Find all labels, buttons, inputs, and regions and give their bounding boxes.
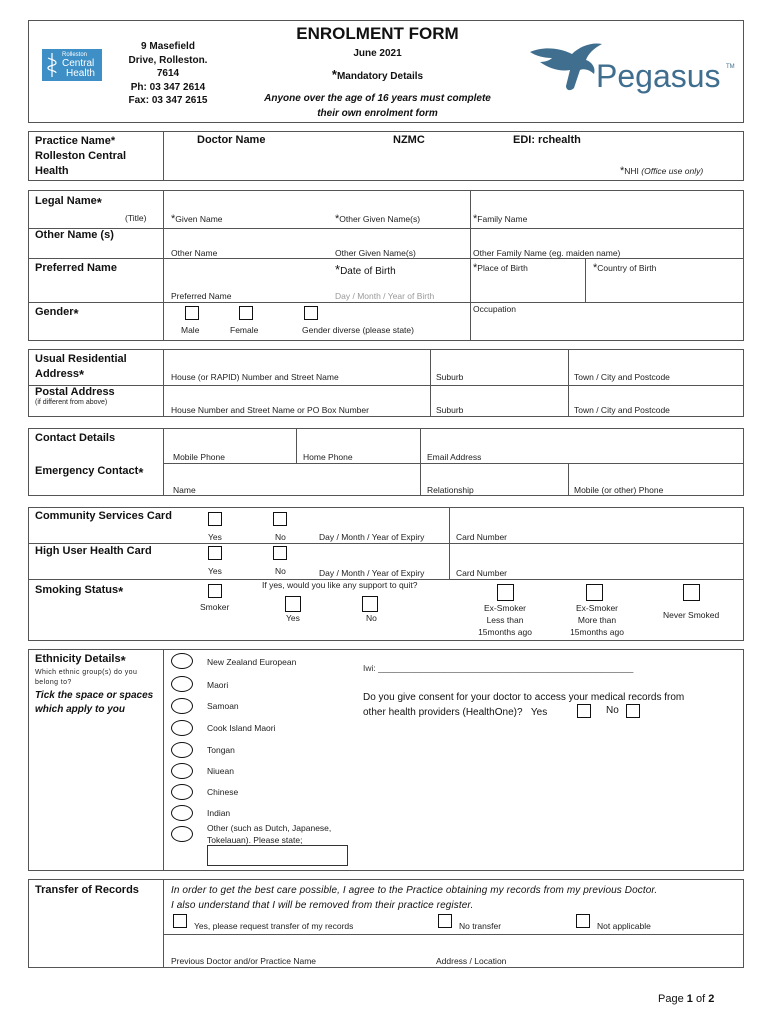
form-title: ENROLMENT FORM — [296, 24, 459, 43]
never-smoked-checkbox[interactable] — [683, 584, 700, 601]
practice-logo — [42, 49, 102, 81]
age-note-line-1: Anyone over the age of 16 years must complete — [264, 93, 491, 104]
iwi-field[interactable]: Iwi: ______________________________________________________ — [363, 663, 634, 673]
ethnicity-question: Which ethnic group(s) do you belong to? — [35, 669, 138, 686]
asterisk: * — [593, 262, 598, 274]
suburb-hint: Suburb — [436, 372, 464, 382]
ex1-line: 15months ago — [478, 627, 532, 637]
page-current: 1 — [686, 993, 693, 1005]
ex-smoker-more-checkbox[interactable] — [586, 584, 603, 601]
asterisk: * — [620, 165, 625, 177]
logo-line-1: Rolleston — [62, 52, 88, 58]
preferred-name-hint: Preferred Name — [171, 291, 232, 301]
other-name-label: Other Name (s) — [35, 229, 114, 241]
asterisk: * — [96, 195, 102, 210]
transfer-yes-checkbox[interactable] — [173, 914, 187, 928]
ex1-line: Ex-Smoker — [483, 603, 527, 613]
mobile-hint: Mobile Phone — [173, 452, 225, 462]
contact-details-label: Contact Details — [35, 432, 116, 444]
huhc-card-number-hint: Card Number — [456, 568, 508, 578]
practice-name-label — [35, 134, 126, 179]
ethnicity-maori-radio[interactable] — [171, 676, 193, 692]
practice-name-value: Health — [35, 165, 69, 177]
other-family-hint: Other Family Name (eg. maiden name) — [473, 248, 621, 258]
asterisk: * — [335, 262, 341, 277]
ethnicity-niuean-radio[interactable] — [171, 763, 193, 779]
huhc-yes-label: Yes — [208, 566, 222, 576]
emergency-contact-label — [35, 465, 143, 480]
asterisk: * — [79, 367, 85, 382]
smoker-checkbox[interactable] — [208, 584, 222, 598]
logo-line-2: Central — [62, 58, 95, 69]
practice-name-heading: Practice Name* — [35, 135, 116, 147]
nhi-text: NHI — [624, 166, 639, 176]
asterisk: * — [331, 67, 337, 82]
asterisk: * — [73, 306, 79, 321]
practice-address — [112, 40, 224, 108]
ethnicity-nz-european-radio[interactable] — [171, 653, 193, 669]
ethnicity-cook-island-radio[interactable] — [171, 720, 193, 736]
address-line: 7614 — [156, 68, 180, 79]
age-note-line-2: their own enrolment form — [317, 108, 438, 119]
smoking-text: Smoking Status — [35, 584, 119, 596]
asterisk: * — [171, 213, 176, 225]
asterisk: * — [335, 213, 340, 225]
family-name-label — [473, 213, 527, 225]
ethnicity-other-input[interactable] — [207, 845, 348, 866]
ethnicity-option-label: Niuean — [207, 766, 234, 776]
country-birth-label — [593, 262, 656, 274]
house2-hint: House Number and Street Name or PO Box Number — [171, 405, 369, 415]
never-smoked-label: Never Smoked — [663, 610, 720, 620]
mobile-other-hint: Mobile (or other) Phone — [574, 485, 664, 495]
ethnicity-text: Ethnicity Details — [35, 653, 121, 665]
huhc-label: High User Health Card — [35, 545, 152, 557]
gender-text: Gender — [35, 306, 74, 318]
transfer-na-label: Not applicable — [597, 921, 651, 931]
huhc-expiry-hint: Day / Month / Year of Expiry — [319, 568, 425, 578]
quit-no-label: No — [366, 613, 377, 623]
name-hint: Name — [173, 485, 196, 495]
csc-no-label: No — [275, 532, 286, 542]
huhc-no-label: No — [275, 566, 286, 576]
nzmc-label: NZMC — [393, 134, 425, 146]
home-phone-hint: Home Phone — [303, 452, 353, 462]
logo-line-3: Health — [66, 68, 95, 79]
ethnicity-tongan-radio[interactable] — [171, 742, 193, 758]
female-label: Female — [230, 325, 259, 335]
ex2-line: 15months ago — [570, 627, 624, 637]
given-name-label — [171, 213, 223, 225]
ex1-line: Less than — [486, 615, 524, 625]
email-hint: Email Address — [427, 452, 482, 462]
previous-address-hint: Address / Location — [436, 956, 507, 966]
ex2-line: Ex-Smoker — [575, 603, 619, 613]
ethnicity-option-label: Samoan — [207, 701, 239, 711]
ethnicity-option-label: Maori — [207, 680, 229, 690]
postal-address-label: Postal Address — [35, 386, 115, 398]
given-text: Given Name — [175, 214, 223, 224]
ethnicity-option-label: New Zealand European — [207, 657, 297, 667]
gender-female-checkbox[interactable] — [239, 306, 253, 320]
quit-yes-checkbox[interactable] — [285, 596, 301, 612]
occupation-label: Occupation — [473, 304, 516, 314]
ex2-line: More than — [577, 615, 617, 625]
pegasus-logo — [528, 38, 738, 108]
ex-smoker-less-checkbox[interactable] — [497, 584, 514, 601]
place-birth-label — [473, 262, 528, 274]
consent-line-1: Do you give consent for your doctor to access your medical records from — [363, 692, 685, 703]
family-text: Family Name — [477, 214, 528, 224]
title-label: (Title) — [125, 213, 147, 223]
ethnicity-chinese-radio[interactable] — [171, 784, 193, 800]
consent-yes-checkbox[interactable] — [577, 704, 591, 718]
smoker-label: Smoker — [200, 602, 230, 612]
smoking-label — [35, 584, 123, 599]
country-birth-text: Country of Birth — [597, 263, 657, 273]
csc-label: Community Services Card — [35, 510, 172, 522]
dob-hint: Day / Month / Year of Birth — [335, 291, 435, 301]
consent-line-2: other health providers (HealthOne)? — [363, 707, 523, 718]
usual-address-line: Address — [35, 368, 80, 380]
consent-no-checkbox[interactable] — [626, 704, 640, 718]
page-number — [658, 993, 714, 1005]
asterisk: * — [118, 584, 124, 599]
doctor-name-label: Doctor Name — [197, 134, 266, 146]
suburb2-hint: Suburb — [436, 405, 464, 415]
consent-no-label: No — [606, 705, 619, 716]
relationship-hint: Relationship — [427, 485, 474, 495]
gender-label — [35, 306, 79, 321]
dob-text: Date of Birth — [340, 266, 396, 277]
ethnicity-indian-radio[interactable] — [171, 805, 193, 821]
csc-yes-label: Yes — [208, 532, 222, 542]
trademark: TM — [726, 64, 735, 70]
huhc-no-checkbox[interactable] — [273, 546, 287, 560]
ex-smoker-less-label — [470, 602, 540, 638]
other-line: Other (such as Dutch, Japanese, — [207, 823, 332, 833]
transfer-no-checkbox[interactable] — [438, 914, 452, 928]
place-birth-text: Place of Birth — [477, 263, 528, 273]
csc-yes-checkbox[interactable] — [208, 512, 222, 526]
usual-address-line: Usual Residential — [35, 353, 127, 365]
transfer-line-1: In order to get the best care possible, I agree to the Practice obtaining my records from my previous Doctor. — [171, 885, 658, 896]
other-given-hint: Other Given Name(s) — [335, 248, 416, 258]
transfer-statement — [171, 883, 657, 913]
nhi-note: (Office use only) — [641, 166, 704, 176]
edi-label: EDI: rchealth — [513, 134, 581, 146]
ethnicity-other-label — [207, 822, 331, 846]
legal-name-label — [35, 195, 102, 210]
form-date: June 2021 — [353, 48, 402, 59]
transfer-na-checkbox[interactable] — [576, 914, 590, 928]
page-word: Page — [658, 993, 684, 1005]
ethnicity-option-label: Cook Island Maori — [207, 723, 276, 733]
diverse-label: Gender diverse (please state) — [302, 325, 414, 335]
ethnicity-instruction: Tick the space or spaces which apply to you — [35, 690, 154, 715]
pegasus-wordmark: Pegasus — [596, 58, 721, 94]
preferred-name-label: Preferred Name — [35, 262, 117, 274]
ethnicity-option-label: Tongan — [207, 745, 235, 755]
legal-name-text: Legal Name — [35, 195, 97, 207]
age-note — [240, 91, 515, 121]
usual-address-label — [35, 352, 127, 382]
caduceus-icon — [45, 52, 59, 78]
asterisk: * — [473, 262, 478, 274]
ethnicity-option-label: Chinese — [207, 787, 239, 797]
practice-name-value: Rolleston Central — [35, 150, 127, 162]
gender-male-checkbox[interactable] — [185, 306, 199, 320]
of-word: of — [695, 993, 706, 1005]
csc-card-number-hint: Card Number — [456, 532, 508, 542]
postal-note: (if different from above) — [35, 399, 108, 406]
asterisk: * — [138, 465, 144, 480]
transfer-no-label: No transfer — [459, 921, 502, 931]
page-total: 2 — [708, 993, 715, 1005]
house-hint: House (or RAPID) Number and Street Name — [171, 372, 339, 382]
fax-line: Fax: 03 347 2615 — [128, 95, 208, 106]
address-line: 9 Masefield — [141, 41, 195, 52]
town2-hint: Town / City and Postcode — [574, 405, 670, 415]
asterisk: * — [473, 213, 478, 225]
gender-diverse-checkbox[interactable] — [304, 306, 318, 320]
town-hint: Town / City and Postcode — [574, 372, 670, 382]
previous-doctor-hint: Previous Doctor and/or Practice Name — [171, 956, 317, 966]
ethnicity-label — [35, 653, 126, 668]
csc-expiry-hint: Day / Month / Year of Expiry — [319, 532, 425, 542]
other-name-hint: Other Name — [171, 248, 218, 258]
quit-yes-label: Yes — [286, 613, 300, 623]
asterisk: * — [120, 653, 126, 668]
transfer-yes-label: Yes, please request transfer of my records — [194, 921, 354, 931]
ethnicity-option-label: Indian — [207, 808, 231, 818]
quit-support-question: If yes, would you like any support to quit? — [262, 580, 418, 590]
mandatory-note — [250, 67, 505, 82]
male-label: Male — [181, 325, 200, 335]
nhi-label — [620, 165, 703, 177]
dob-label — [335, 262, 396, 277]
other-given-label — [335, 213, 420, 225]
ethnicity-other-radio[interactable] — [171, 826, 193, 842]
transfer-label: Transfer of Records — [35, 884, 139, 896]
mandatory-text: Mandatory Details — [336, 71, 424, 82]
phone-line: Ph: 03 347 2614 — [130, 81, 206, 93]
huhc-yes-checkbox[interactable] — [208, 546, 222, 560]
quit-no-checkbox[interactable] — [362, 596, 378, 612]
ethnicity-samoan-radio[interactable] — [171, 698, 193, 714]
emergency-text: Emergency Contact — [35, 465, 139, 477]
other-line: Tokelauan). Please state; — [207, 835, 303, 845]
address-line: Drive, Rolleston. — [128, 54, 208, 66]
ex-smoker-more-label — [562, 602, 632, 638]
csc-no-checkbox[interactable] — [273, 512, 287, 526]
other-given-text: Other Given Name(s) — [339, 214, 421, 224]
consent-yes-label: Yes — [530, 707, 548, 718]
transfer-line-2: I also understand that I will be removed from their practice register. — [171, 900, 474, 911]
